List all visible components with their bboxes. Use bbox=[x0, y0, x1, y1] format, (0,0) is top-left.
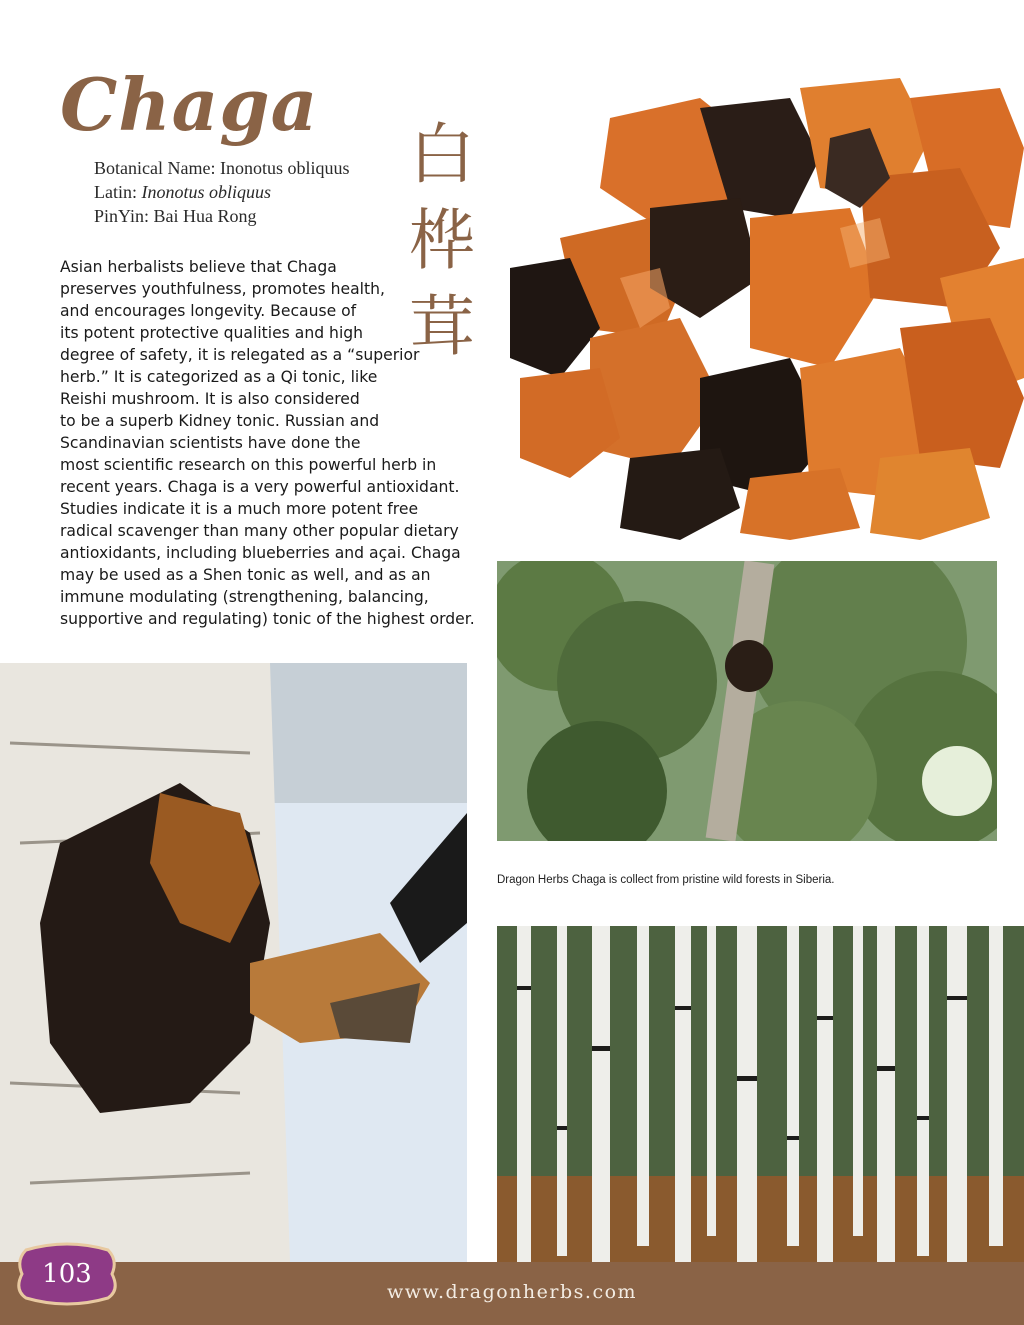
body-line: Studies indicate it is a much more potent free bbox=[60, 500, 419, 518]
latin-name: Latin: Inonotus obliquus bbox=[94, 182, 272, 202]
chinese-char: 茸 bbox=[409, 287, 475, 365]
birch-forest-photo bbox=[497, 926, 1024, 1262]
body-line: herb.” It is categorized as a Qi tonic, like bbox=[60, 368, 378, 386]
body-line: recent years. Chaga is a very powerful antioxidant. bbox=[60, 478, 460, 496]
chaga-chunks-photo bbox=[500, 78, 1024, 540]
body-line: preserves youthfulness, promotes health, bbox=[60, 280, 385, 298]
photo-caption: Dragon Herbs Chaga is collect from pristine wild forests in Siberia. bbox=[497, 874, 835, 886]
page-number: 103 bbox=[42, 1259, 92, 1289]
body-line: supportive and regulating) tonic of the highest order. bbox=[60, 610, 475, 628]
page-title: Chaga bbox=[60, 62, 319, 147]
body-line: antioxidants, including blueberries and açai. Chaga bbox=[60, 544, 461, 562]
body-line: most scientific research on this powerful herb in bbox=[60, 456, 437, 474]
body-line: may be used as a Shen tonic as well, and as an bbox=[60, 566, 431, 584]
body-line: immune modulating (strengthening, balancing, bbox=[60, 588, 429, 606]
body-line: Asian herbalists believe that Chaga bbox=[60, 258, 337, 276]
body-line: to be a superb Kidney tonic. Russian and bbox=[60, 412, 380, 430]
pinyin-name: PinYin: Bai Hua Rong bbox=[94, 206, 257, 226]
body-line: Reishi mushroom. It is also considered bbox=[60, 390, 360, 408]
body-line: its potent protective qualities and high bbox=[60, 324, 364, 342]
birch-canopy-photo bbox=[497, 561, 997, 841]
botanical-name: Botanical Name: Inonotus obliquus bbox=[94, 158, 350, 178]
chinese-char: 白 bbox=[409, 116, 475, 193]
body-text bbox=[60, 256, 480, 630]
body-line: Scandinavian scientists have done the bbox=[60, 434, 361, 452]
body-line: radical scavenger than many other popular dietary bbox=[60, 522, 459, 540]
chinese-char: 桦 bbox=[409, 201, 475, 279]
website-url[interactable]: www.dragonherbs.com bbox=[386, 1281, 638, 1303]
latin-value: Inonotus obliquus bbox=[141, 182, 272, 202]
chaga-harvest-photo bbox=[0, 663, 467, 1262]
body-line: degree of safety, it is relegated as a “superior bbox=[60, 346, 420, 364]
body-line: and encourages longevity. Because of bbox=[60, 302, 357, 320]
